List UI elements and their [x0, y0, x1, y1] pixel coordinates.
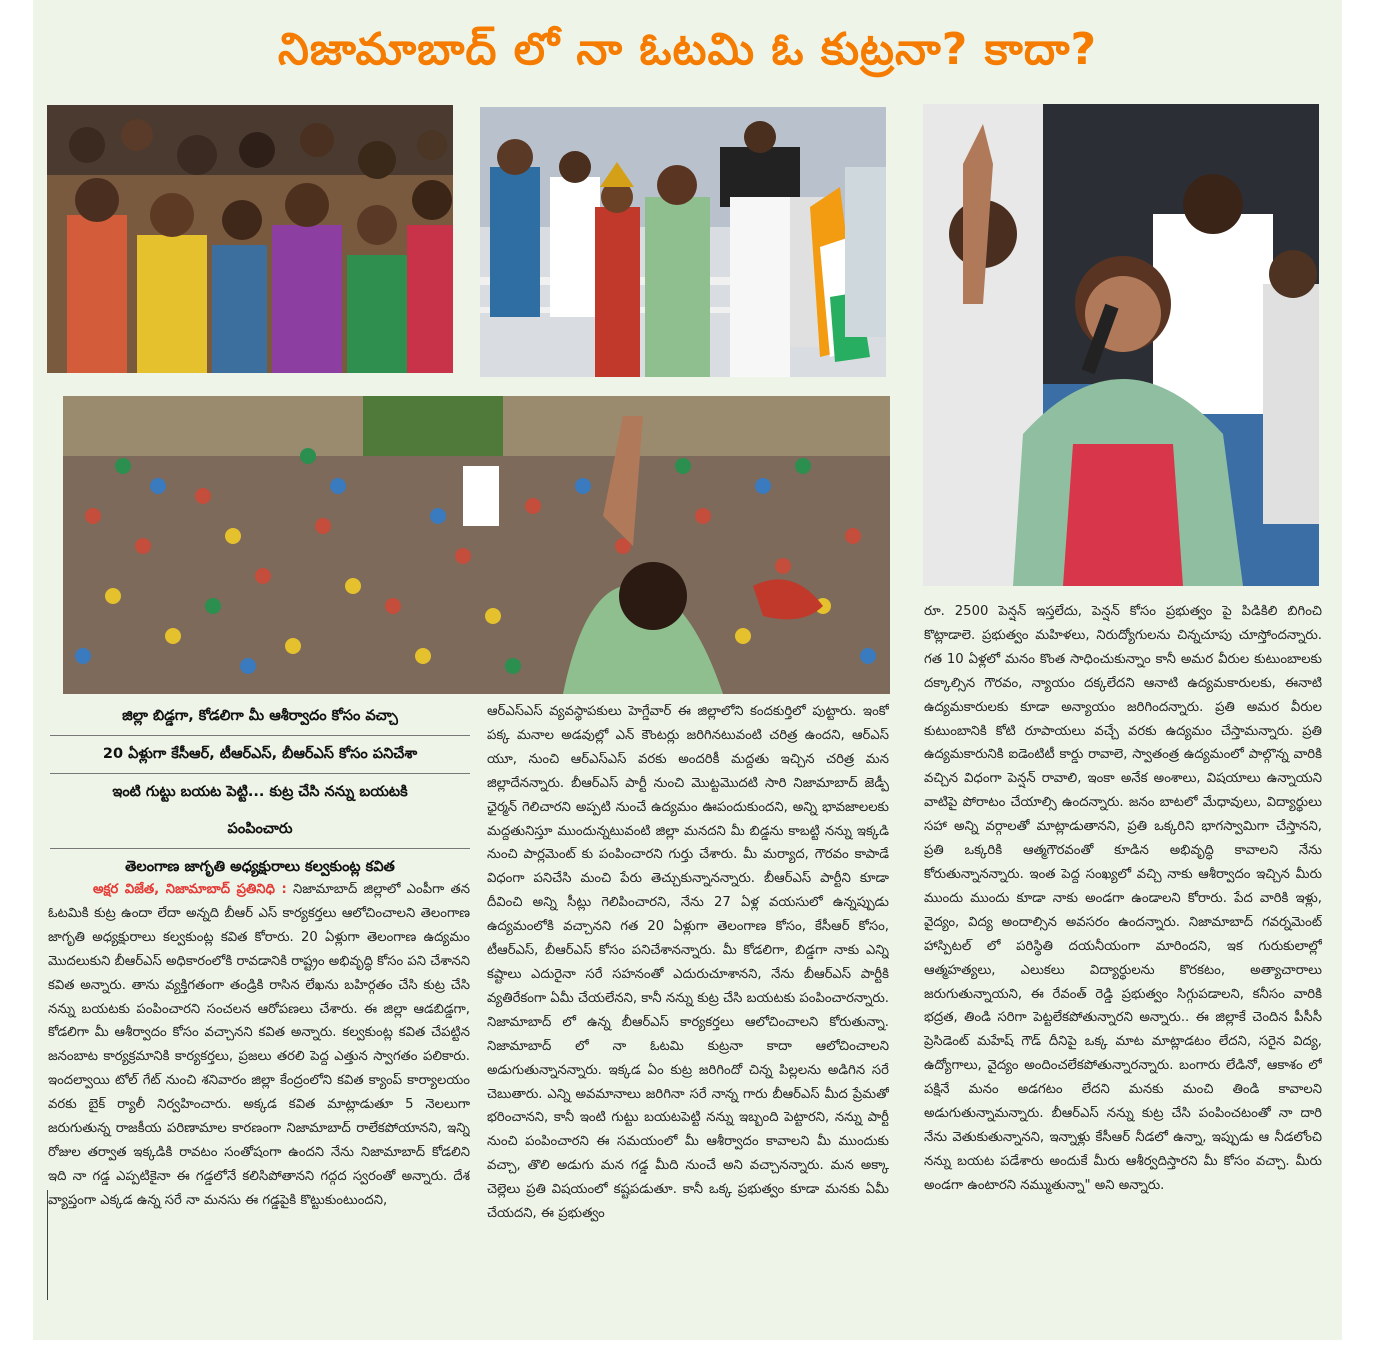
highlight-line: పంపించారు	[50, 811, 470, 849]
column-text: ఆర్ఎస్ఎస్ వ్యవస్థాపకులు హెగ్డేవార్ ఈ జిల్లాలోని కందకుర్తిలో పుట్టారు. ఇంకో పక్క మనాల అడవుల్లో ఎన్ కౌంటర్లు జరిగినటువంటి చరిత్ర ఉందని, ఆర్ఎస్ యూ, నుంచి ఆర్ఎస్ఎస్ వరకు అందరికీ మద్దతు ఇచ్చిన చరిత్ర మన జిల్లాదేనన్నారు. బీఆర్ఎస్ పార్టీ నుంచి మొట్టమొదటి సారి నిజామాబాద్ జెడ్పీ ఛైర్మన్ గెలిచారని అప్పటి నుంచే ఉద్యమం ఊపందుకుందని, అన్ని భావజాలలకు మద్దతునిస్తూ ముందున్నటువంటి జిల్లా మనదని మీ బిడ్డను కాబట్టి నన్ను ఇక్కడి నుంచి పార్లమెంట్ కు పంపించారని గుర్తు చేశారు. మీ మర్యాద, గౌరవం కాపాడే విధంగా పనిచేసి మంచి పేరు తెచ్చుకున్నానన్నారు. బీఆర్ఎస్ పార్టీని కూడా దీవించి అన్ని సీట్లు గెలిపించారని, నేను 27 ఏళ్ల వయసులో ఉన్నప్పుడు ఉద్యమంలోకి వచ్చానని గత 20 ఏళ్లుగా తెలంగాణ కోసం, కేసీఆర్ కోసం, టీఆర్ఎస్, బీఆర్ఎస్ కోసం పనిచేశానన్నారు. మీ కోడలిగా, బిడ్డగా నాకు ఎన్ని కష్టాలు ఎదురైనా సరే సహనంతో ఎదురుచూశానని, నేను బీఆర్ఎస్ పార్టీకి వ్యతిరేకంగా ఏమీ చేయలేనని, కానీ నన్ను కుట్ర చేసి బయటకు పంపించారన్నారు. నిజామాబాద్ లో ఉన్న బీఆర్ఎస్ కార్యకర్తలు ఆలోచించాలని కోరుతున్నా. నిజామాబాద్ లో నా ఓటమి కుట్రనా కాదా ఆలోచించాలని అడుగుతున్నానన్నారు. ఇక్కడ ఏం కుట్ర జరిగిందో చిన్న పిల్లలను అడిగిన సరే చెబుతారు. ఎన్ని అవమానాలు జరిగినా సరే నాన్న గారు బీఆర్ఎస్ మీద ప్రేమతో భరించానని, కానీ ఇంటి గుట్టు బయటపెట్టి నన్ను ఇబ్బంది పెట్టారని, నన్ను పార్టీ నుంచి పంపించారని ఈ సమయంలో మీ ఆశీర్వాదం కావాలని మీ ముందుకు వచ్చా, తొలి అడుగు మన గడ్డ మీది నుంచే అని వచ్చానన్నారు. మన అక్కా చెల్లెలు ప్రతి విషయంలో కష్టపడుతూ. కానీ ఒక్క ప్రభుత్వం కూడా మనకు ఏమీ చేయదని, ఈ ప్రభుత్వం	[487, 704, 889, 1222]
photo-rally-icon	[63, 396, 890, 694]
column-text: నిజామాబాద్ జిల్లాలో ఎంపీగా తన ఓటమికి కుట్ర ఉందా లేదా అన్నది బీఆర్ ఎస్ కార్యకర్తలు ఆలోచించాలని తెలంగాణ జాగృతి అధ్యక్షురాలు కల్వకుంట్ల కవిత కోరారు. 20 ఏళ్లుగా తెలంగాణ ఉద్యమం మొదలుకుని బీఆర్ఎస్ అధికారంలోకి రావడానికి రాష్ట్రం అభివృద్ధి కోసం పని చేశానని కవిత అన్నారు. తాను వ్యక్తిగతంగా తండ్రికి రాసిన లేఖను బహిర్గతం చేసి కుట్ర చేసి నన్ను బయటకు పంపించారని సంచలన ఆరోపణలు చేశారు. ఈ జిల్లా ఆడబిడ్డగా, కోడలిగా మీ ఆశీర్వాదం కోసం వచ్చానని కవిత అన్నారు. కల్వకుంట్ల కవిత చేపట్టిన జనంబాట కార్యక్రమానికి కార్యకర్తలు, ప్రజలు తరలి పెద్ద ఎత్తున స్వాగతం పలికారు. ఇందల్వాయి టోల్ గేట్ నుంచి శనివారం జిల్లా కేంద్రంలోని కవిత క్యాంప్ కార్యాలయం వరకు బైక్ ర్యాలీ నిర్వహించారు. అక్కడ కవిత మాట్లాడుతూ 5 నెలలుగా జరుగుతున్న రాజకీయ పరిణామాల కారణంగా నిజామాబాద్ రాలేకపోయానని, ఇన్ని రోజుల తర్వాత ఇక్కడికి రావటం సంతోషంగా ఉందని నేను నిజామాబాద్ కోడలిని ఇది నా గడ్డ ఎప్పటికైనా ఈ గడ్డలోనే కలిసిపోతానని గద్గద స్వరంతో అన్నారు. దేశ వ్యాప్తంగా ఎక్కడ ఉన్న సరే నా మనసు ఈ గడ్డపైకి కొట్టుకుంటుందని,	[48, 882, 470, 1208]
highlight-line: తెలంగాణ జాగృతి అధ్యక్షురాలు కల్వకుంట్ల కవిత	[125, 859, 395, 875]
article-column-2	[487, 700, 889, 1330]
column-text: రూ. 2500 పెన్షన్ ఇస్తలేదు, పెన్షన్ కోసం ప్రభుత్వం పై పిడికిలి బిగించి కొట్లాడాలె. ప్రభుత్వం మహిళలు, నిరుద్యోగులను చిన్నచూపు చూస్తోందన్నారు. గత 10 ఏళ్లలో మనం కొంత సాధించుకున్నాం కానీ అమర వీరుల కుటుంబాలకు దక్కాల్సిన గౌరవం, న్యాయం దక్కలేదని ఆనాటి ఉద్యమకారులకు, ఈనాటి ఉద్యమకారులకు కూడా అన్యాయం జరిగిందన్నారు. ప్రతి అమర వీరుల కుటుంబానికి కోటి రూపాయలు వచ్చే వరకు ఉద్యమం చేస్తామన్నారు. ప్రతి ఉద్యమకారునికి ఐడెంటిటీ కార్డు రావాలె, స్వాతంత్ర ఉద్యమంలో పాల్గొన్న వారికి వచ్చిన విధంగా పెన్షన్ రావాలి, ఇంకా అనేక అంశాలు, విషయాలు ఉన్నాయని వాటిపై పోరాటం చేయాల్సి ఉందన్నారు. జనం బాటలో మేధావులు, విద్యార్థులు సహా అన్ని వర్గాలతో మాట్లాడుతానని, ప్రతి ఒక్కరిని భాగస్వామిగా చేస్తానని, ప్రతి ఒక్కరికి ఆత్మగౌరవంతో కూడిన అభివృద్ధి కావాలని నేను కోరుతున్నానన్నారు. ఇంత పెద్ద సంఖ్యలో వచ్చి నాకు ఆశీర్వాదం ఇచ్చిన మీరు ముందు ముందు కూడా నాకు అండగా ఉండాలని కోరారు. పేద వారికి ఇళ్లు, వైద్యం, విద్య అందాల్సిన అవసరం ఉందన్నారు. నిజామాబాద్ గవర్నమెంట్ హాస్పిటల్ లో పరిస్థితి దయనీయంగా మారిందని, ఇక గురుకులాల్లో ఆత్మహత్యలు, ఎలుకలు విద్యార్థులను కొరకటం, అత్యాచారాలు జరుగుతున్నాయని, ఈ రేవంత్ రెడ్డి ప్రభుత్వం సిగ్గుపడాలని, కనీసం వారికి భద్రత, తిండి సరిగా పెట్టలేకపోతున్నారని అన్నారు.. ఈ జిల్లాకే చెందిన పీసీసీ ప్రెసిడెంట్ మహేష్ గౌడ్ దీనిపై ఒక్క మాట మాట్లాడటం లేదని, సరైన విద్య, ఉద్యోగాలు, వైద్యం అందించలేకపోతున్నారన్నారు. బంగారు లేడినో, ఆకాశం లో పక్షినే మనం అడగటం లేదని మనకు మంచి తిండి కావాలని అడుగుతున్నామన్నారు. బీఆర్ఎస్ నన్ను కుట్ర చేసి పంపించటంతో నా దారి నేను వెతుకుతున్నానని, ఇన్నాళ్లు కేసీఆర్ నీడలో ఉన్నా, ఇప్పుడు ఆ నీడలోంచి నన్ను బయట పడేశారు అందుకే మీరు ఆశీర్వదిస్తారని మీ కోసం వచ్చా. మీరు అండగా ఉంటారని నమ్ముతున్నా" అని అన్నారు.	[924, 604, 1322, 1193]
highlights-box	[50, 698, 470, 886]
newspaper-page	[33, 0, 1342, 1340]
article-column-1	[48, 878, 470, 1328]
article-column-3	[924, 600, 1322, 1330]
stage-photo	[480, 107, 886, 377]
page-title: నిజామాబాద్ లో నా ఓటమి ఓ కుట్రనా? కాదా?	[277, 24, 1098, 75]
highlight-line: 20 ఏళ్లుగా కేసీఆర్, టీఆర్ఎస్, బీఆర్ఎస్ కోసం పనిచేశా	[50, 736, 470, 774]
photo-speaker-icon	[923, 104, 1319, 586]
highlight-line: జిల్లా బిడ్డగా, కోడలిగా మీ ఆశీర్వాదం కోసం వచ్చా	[50, 698, 470, 736]
photo-crowd-icon	[47, 105, 453, 373]
photo-stage-icon	[480, 107, 886, 377]
highlight-line: ఇంటి గుట్టు బయట పెట్టి... కుట్ర చేసి నన్ను బయటకి	[112, 784, 408, 800]
byline: అక్షర విజేత, నిజామాబాద్ ప్రతినిధి :	[93, 882, 287, 897]
crowd-photo	[47, 105, 453, 373]
speaker-photo	[923, 104, 1319, 586]
rally-photo	[63, 396, 890, 694]
